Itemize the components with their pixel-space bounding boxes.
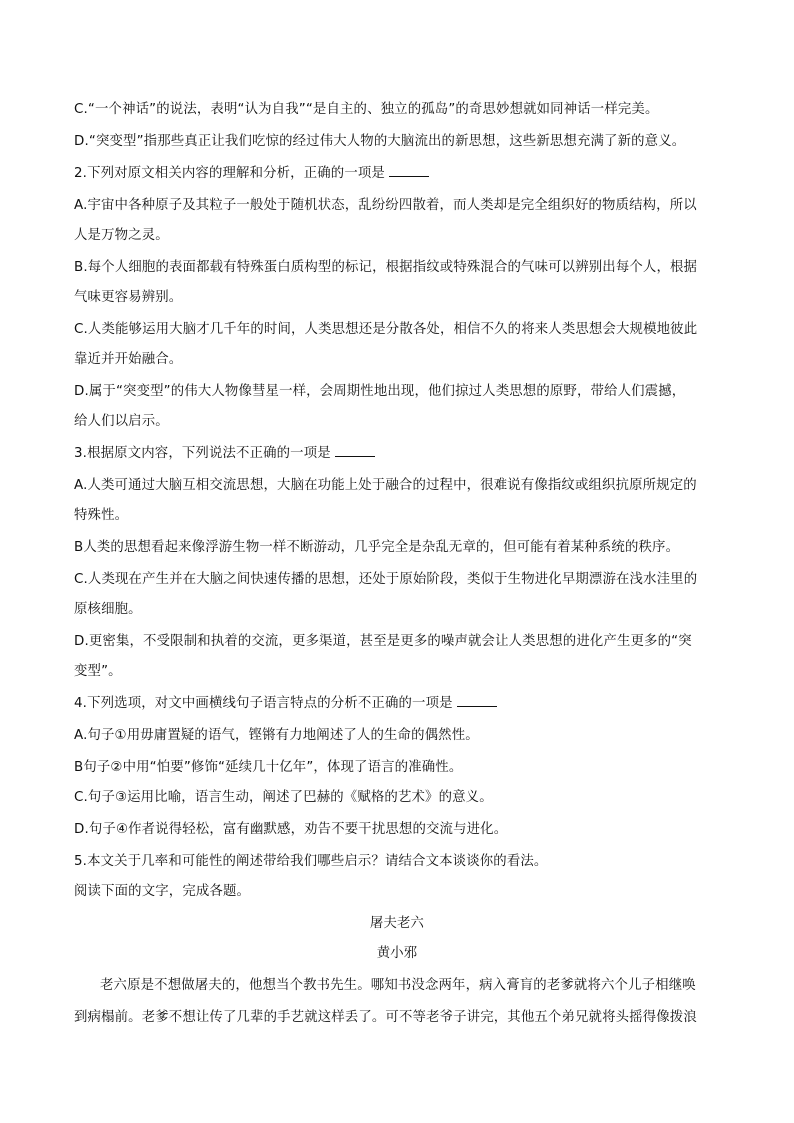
option-d-line: D.“突变型”指那些真正让我们吃惊的经过伟大人物的大脑流出的新思想，这些新思想充满了新的意义。 [74, 134, 686, 149]
question-4 [74, 694, 724, 714]
question-2 [74, 164, 724, 184]
q4-option-b-line: B句子②中用“怕要”修饰“延续几十亿年”，体现了语言的准确性。 [74, 760, 463, 775]
passage-author: 黄小邪 [376, 946, 418, 961]
q2-option-d-line-2: 给人们以启示。 [74, 414, 169, 429]
q2-option-c-line-2: 靠近并开始融合。 [74, 352, 183, 367]
q3-option-c-line-2: 原核细胞。 [74, 602, 142, 617]
answer-blank [389, 164, 429, 177]
question-5: 5.本文关于几率和可能性的阐述带给我们哪些启示？请结合文本谈谈你的看法。 [74, 854, 548, 869]
q3-option-a-line-1: A.人类可通过大脑互相交流思想，大脑在功能上处于融合的过程中，很难说有像指纹或组织抗原所规定的 [74, 478, 697, 493]
q4-option-a-line: A.句子①用毋庸置疑的语气，铿锵有力地阐述了人的生命的偶然性。 [74, 728, 479, 743]
question-2-text: 2.下列对原文相关内容的理解和分析，正确的一项是 [74, 166, 385, 181]
q2-option-b-line-1: B.每个人细胞的表面都载有特殊蛋白质构型的标记，根据指纹或特殊混合的气味可以辨别出每个人，根据 [74, 260, 698, 275]
q2-option-c-line-1: C.人类能够运用大脑才几千年的时间，人类思想还是分散各处，相信不久的将来人类思想会大规模地彼此 [74, 322, 698, 337]
question-3-text: 3.根据原文内容，下列说法不正确的一项是 [74, 446, 331, 461]
option-c-line: C.“一个神话”的说法，表明“认为自我”“是自主的、独立的孤岛”的奇思妙想就如同神话一样完美。 [74, 102, 659, 117]
q4-option-d-line: D.句子④作者说得轻松，富有幽默感，劝告不要干扰思想的交流与进化。 [74, 822, 508, 837]
passage-title: 屠夫老六 [369, 916, 425, 931]
q3-option-c-line-1: C.人类现在产生并在大脑之间快速传播的思想，还处于原始阶段，类似于生物进化早期漂游在浅水洼里的 [74, 572, 698, 587]
q2-option-d-line-1: D.属于“突变型”的伟大人物像彗星一样，会周期性地出现，他们掠过人类思想的原野，带给人们震撼， [74, 384, 686, 399]
q2-option-a-line-2: 人是万物之灵。 [74, 228, 169, 243]
q3-option-d-line-1: D.更密集，不受限制和执着的交流，更多渠道，甚至是更多的噪声就会让人类思想的进化产生更多的“突 [74, 634, 692, 649]
q3-option-d-line-2: 变型”。 [74, 664, 122, 679]
q3-option-b-line: B人类的思想看起来像浮游生物一样不断游动，几乎完全是杂乱无章的，但可能有着某种系统的秩序。 [74, 540, 680, 555]
q3-option-a-line-2: 特殊性。 [74, 508, 129, 523]
reading-instruction: 阅读下面的文字，完成各题。 [74, 884, 251, 899]
passage-paragraph-line-2: 到病榻前。老爹不想让传了几辈的手艺就这样丢了。可不等老爷子讲完，其他五个弟兄就将头摇得像拨浪 [74, 1010, 697, 1025]
q2-option-b-line-2: 气味更容易辨别。 [74, 290, 183, 305]
q2-option-a-line-1: A.宇宙中各种原子及其粒子一般处于随机状态，乱纷纷四散着，而人类却是完全组织好的物质结构，所以 [74, 198, 697, 213]
question-4-text: 4.下列选项，对文中画横线句子语言特点的分析不正确的一项是 [74, 696, 453, 711]
question-3 [74, 444, 724, 464]
answer-blank [457, 694, 497, 707]
passage-paragraph-line-1: 老六原是不想做屠夫的，他想当个教书先生。哪知书没念两年，病入膏肓的老爹就将六个儿子相继唤 [100, 978, 696, 993]
answer-blank [335, 444, 375, 457]
q4-option-c-line: C.句子③运用比喻，语言生动，阐述了巴赫的《赋格的艺术》的意义。 [74, 790, 493, 805]
